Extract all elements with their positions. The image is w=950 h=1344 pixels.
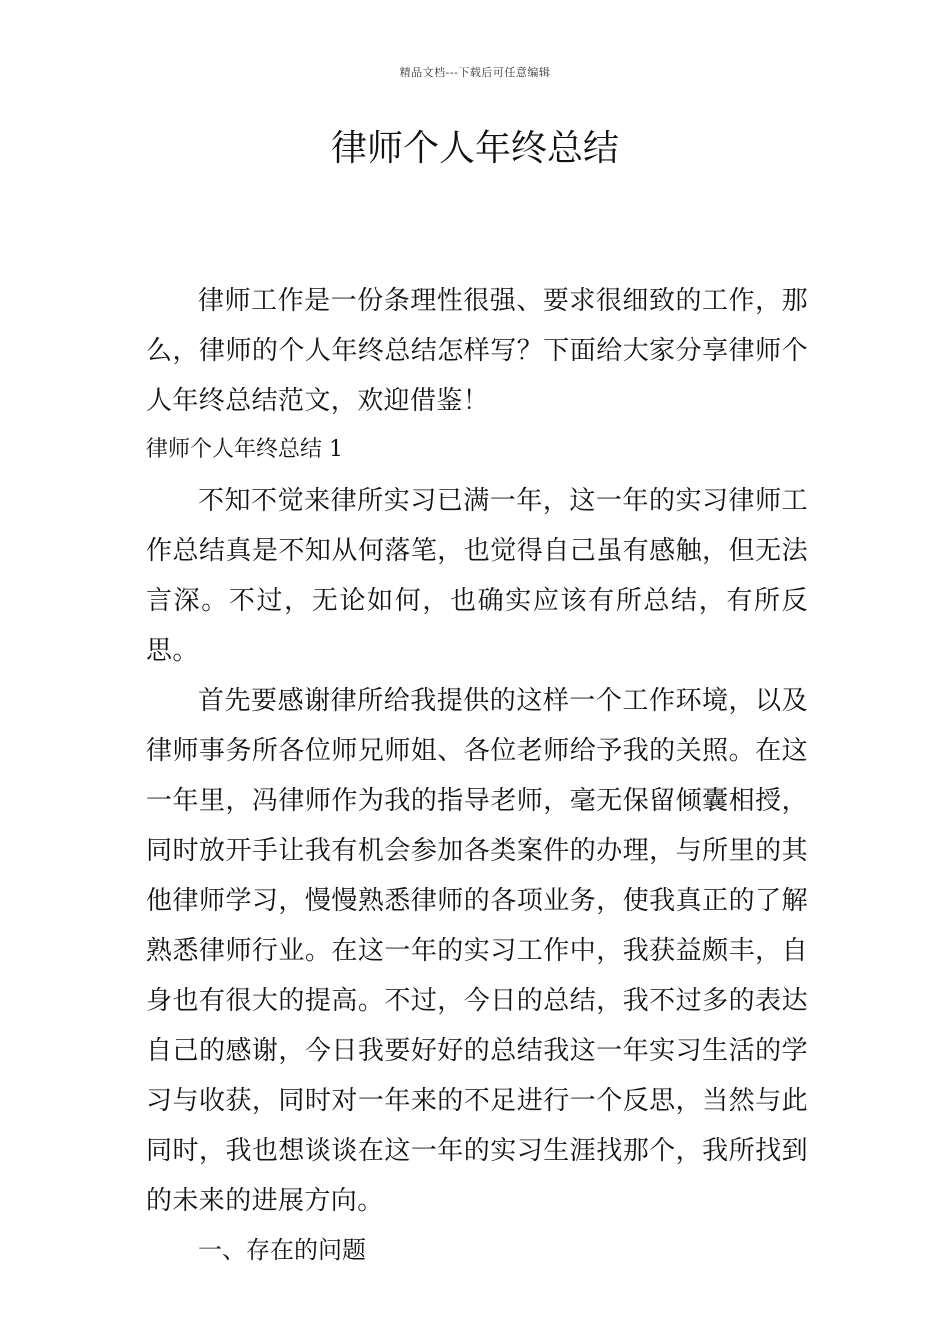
document-title: 律师个人年终总结	[330, 128, 619, 169]
document-body	[146, 276, 808, 1274]
header-note: 精品文档---下载后可任意编辑	[399, 66, 551, 79]
intro-paragraph: 律师工作是一份条理性很强、要求很细致的工作，那么，律师的个人年终总结怎样写？下面给大家分享律师个人年终总结范文，欢迎借鉴！	[146, 286, 808, 416]
body-paragraph-1: 不知不觉来律所实习已满一年，这一年的实习律师工作总结真是不知从何落笔，也觉得自己虽有感触，但无法言深。不过，无论如何，也确实应该有所总结，有所反思。	[146, 486, 808, 666]
article-subheading: 律师个人年终总结 1	[146, 437, 343, 462]
section-heading: 一、存在的问题	[198, 1236, 366, 1264]
body-paragraph-2: 首先要感谢律所给我提供的这样一个工作环境，以及律师事务所各位师兄师姐、各位老师给予我的关照。在这一年里，冯律师作为我的指导老师，毫无保留倾囊相授，同时放开手让我有机会参加各类案件的办理，与所里的其他律师学习，慢慢熟悉律师的各项业务，使我真正的了解熟悉律师行业。在这一年的实习工作中，我获益颇丰，自身也有很大的提高。不过，今日的总结，我不过多的表达自己的感谢，今日我要好好的总结我这一年实习生活的学习与收获，同时对一年来的不足进行一个反思，当然与此同时，我也想谈谈在这一年的实习生涯找那个，我所找到的未来的进展方向。	[146, 686, 808, 1216]
